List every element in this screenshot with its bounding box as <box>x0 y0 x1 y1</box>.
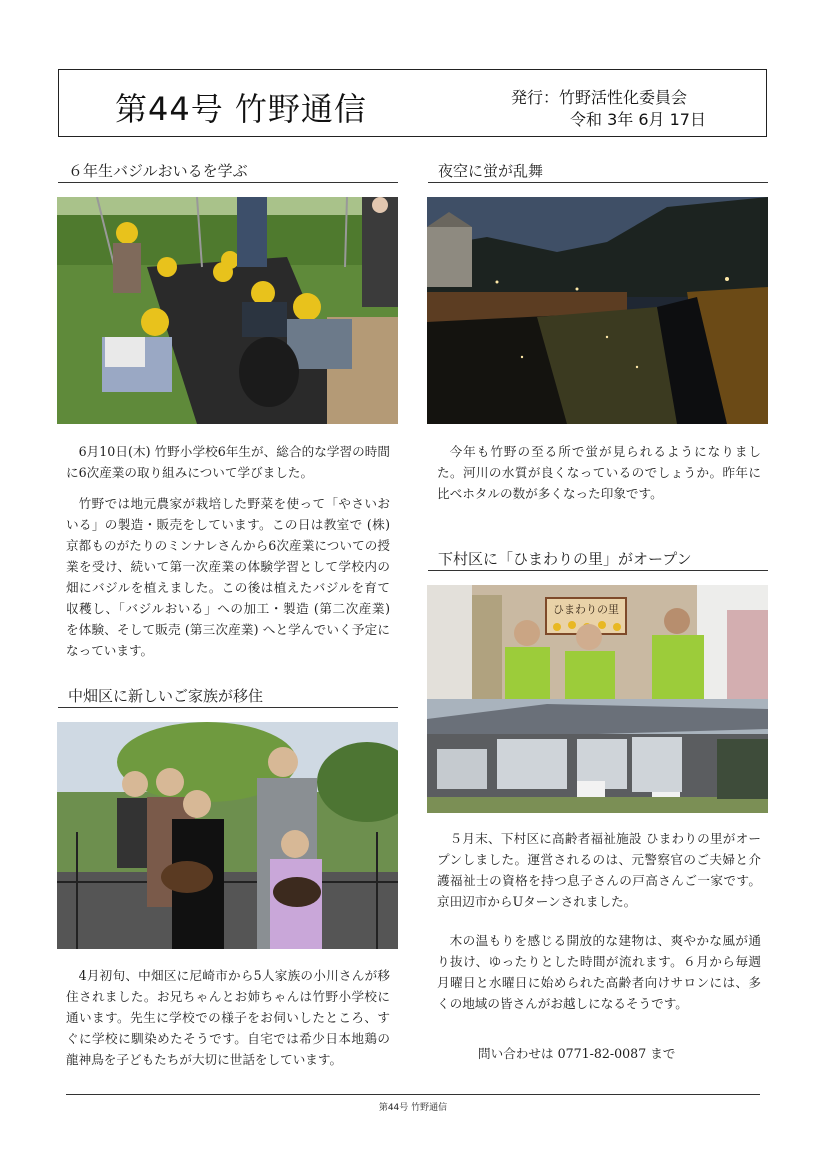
photo-ogawa-family <box>57 722 398 949</box>
section-heading-family: 中畑区に新しいご家族が移住 <box>58 686 398 708</box>
himawari-paragraph-2: 木の温もりを感じる開放的な建物は、爽やかな風が通り抜け、ゆったりとした時間が流れます。６月から毎週月曜日と水曜日に始められた高齢者向けサロンには、多くの地域の皆さんがお越しになるそうです。 <box>437 933 761 1011</box>
photo-children-planting-basil <box>57 197 398 424</box>
himawari-paragraph-1: ５月末、下村区に高齢者福祉施設 ひまわりの里がオープンしました。運営されるのは、元警察官のご夫婦と介護福祉士の資格を持つ息子さんの戸高さんご一家です。京田辺市からUターンされました。 <box>437 831 761 909</box>
footer-text: 第44号 竹野通信 <box>378 1103 448 1113</box>
photo-himawari-staff <box>427 585 768 699</box>
contact-line: 問い合わせは 0771-82-0087 まで <box>478 1046 676 1061</box>
section-heading-himawari: 下村区に「ひまわりの里」がオープン <box>428 549 768 571</box>
photo-himawari-building <box>427 699 768 813</box>
basil-paragraph-1: 6月10日(木) 竹野小学校6年生が、総合的な学習の時間に6次産業の取り組みについて学びました。 <box>66 444 390 480</box>
section-heading-basil: ６年生バジルおいるを学ぶ <box>58 161 398 183</box>
basil-paragraph-2: 竹野では地元農家が栽培した野菜を使って「やさいおいる」の製造・販売をしています。この日は教室で (株) 京都ものがたりのミンナレさんから6次産業についての授業を受け、続いて第一次産業の体験学習として学校内の畑にバジルを植えました。この後は植えたバジルを育て収穫し、「バジルおいる」への加工・製造 (第二次産業) を体験、そして販売 (第三次産業) へと学んでいく予定になっています。 <box>66 496 390 658</box>
firefly-paragraph-1: 今年も竹野の至る所で蛍が見られるようになりました。河川の水質が良くなっているのでしょうか。昨年に比べホタルの数が多くなった印象です。 <box>437 444 761 501</box>
issue-date: 令和 3年 6月 17日 <box>570 110 706 129</box>
family-paragraph-1: 4月初旬、中畑区に尼崎市から5人家族の小川さんが移住されました。お兄ちゃんとお姉ちゃんは竹野小学校に通います。先生に学校での様子をお伺いしたところ、すぐに学校に馴染めたそうです。自宅では希少日本地鶏の龍神鳥を子どもたちが大切に世話をしています。 <box>66 968 390 1067</box>
newsletter-title: 第44号 竹野通信 <box>115 90 367 128</box>
photo-night-river-fireflies <box>427 197 768 424</box>
footer-divider <box>66 1094 760 1095</box>
section-heading-firefly: 夜空に蛍が乱舞 <box>428 161 768 183</box>
masthead-box <box>58 69 767 137</box>
publisher: 発行：竹野活性化委員会 <box>511 88 688 107</box>
facility-sign-text: ひまわりの里 <box>553 603 619 616</box>
